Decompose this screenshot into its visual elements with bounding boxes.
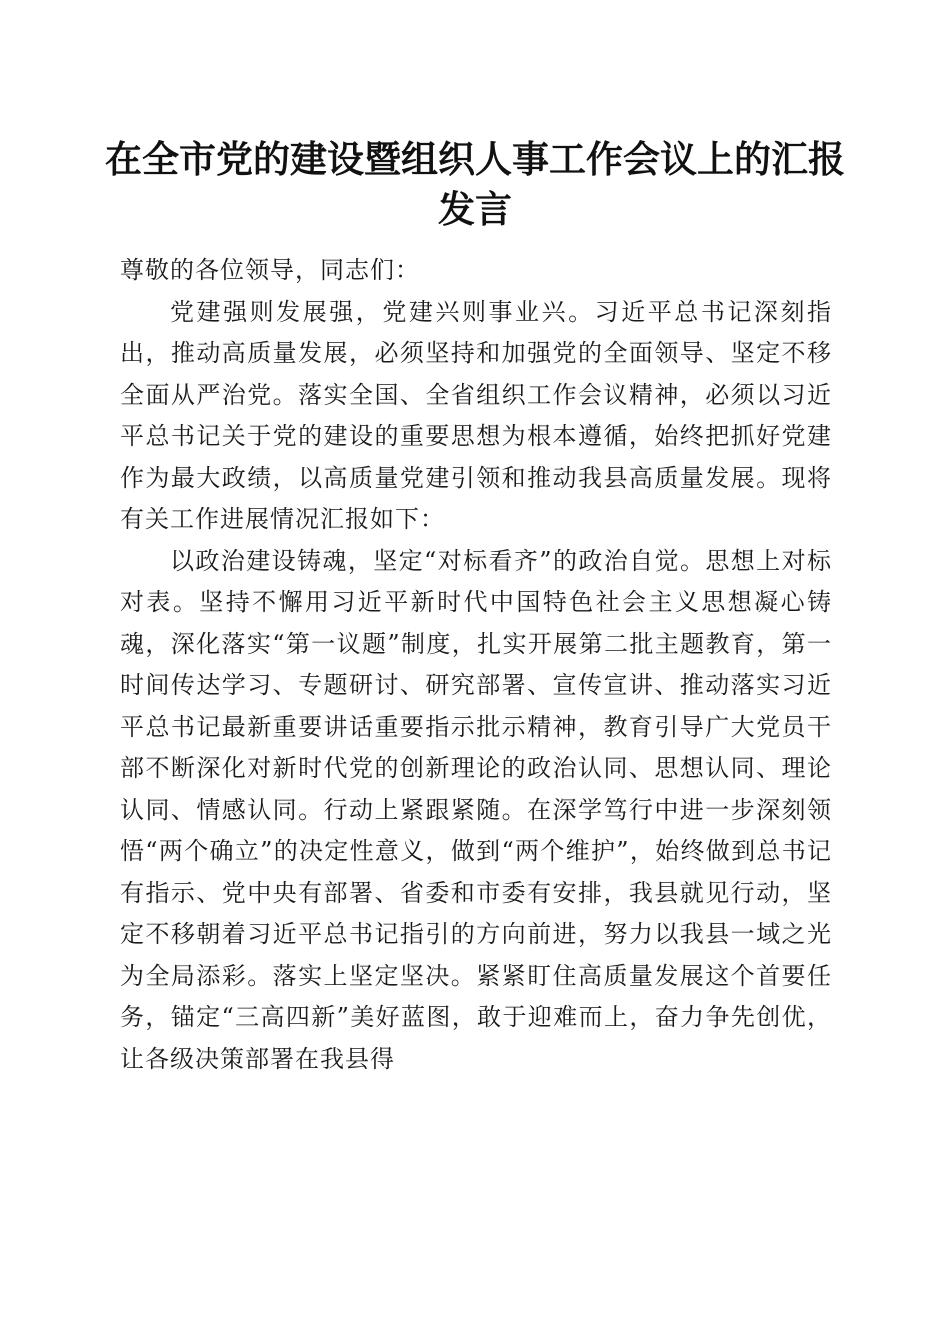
document-body bbox=[120, 250, 832, 1080]
paragraph: 党建强则发展强，党建兴则事业兴。习近平总书记深刻指出，推动高质量发展，必须坚持和加强党的全面领导、坚定不移全面从严治党。落实全国、全省组织工作会议精神，必须以习近平总书记关于党的建设的重要思想为根本遵循，始终把抓好党建作为最大政绩，以高质量党建引领和推动我县高质量发展。现将有关工作进展情况汇报如下： bbox=[120, 297, 832, 533]
paragraph: 以政治建设铸魂，坚定“对标看齐”的政治自觉。思想上对标对表。坚持不懈用习近平新时代中国特色社会主义思想凝心铸魂，深化落实“第一议题”制度，扎实开展第二批主题教育，第一时间传达学习、专题研讨、研究部署、宣传宣讲、推动落实习近平总书记最新重要讲话重要指示批示精神，教育引导广大党员干部不断深化对新时代党的创新理论的政治认同、思想认同、理论认同、情感认同。行动上紧跟紧随。在深学笃行中进一步深刻领悟“两个确立”的决定性意义，做到“两个维护”，始终做到总书记有指示、党中央有部署、省委和市委有安排，我县就见行动，坚定不移朝着习近平总书记指引的方向前进，努力以我县一域之光为全局添彩。落实上坚定坚决。紧紧盯住高质量发展这个首要任务，锚定“三高四新”美好蓝图，敢于迎难而上，奋力争先创优，让各级决策部署在我县得 bbox=[120, 546, 832, 1073]
salutation: 尊敬的各位领导，同志们： bbox=[120, 256, 420, 284]
document-title: 在全市党的建设暨组织人事工作会议上的汇报发言 bbox=[105, 137, 845, 231]
